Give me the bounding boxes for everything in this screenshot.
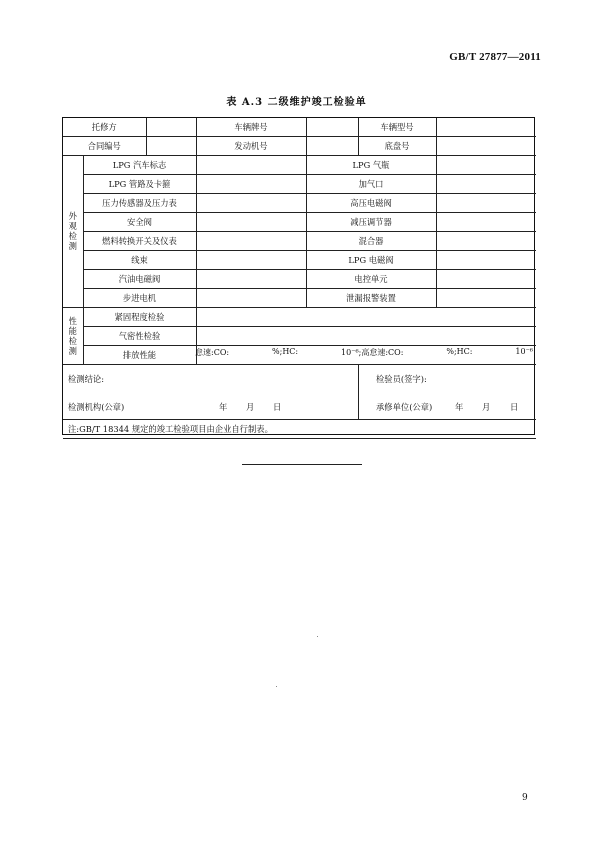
check-item: 泄漏报警装置 xyxy=(306,288,436,307)
field-chassis[interactable] xyxy=(436,136,536,155)
check-item: 压力传感器及压力表 xyxy=(83,193,196,212)
table-row xyxy=(63,174,536,193)
emission-high-idle-hc: %;HC: xyxy=(446,347,473,356)
check-result[interactable] xyxy=(196,269,306,288)
check-item: 高压电磁阀 xyxy=(306,193,436,212)
end-rule xyxy=(242,464,362,465)
repairer-year: 年 xyxy=(455,402,464,412)
check-item: 线束 xyxy=(83,250,196,269)
inspection-form xyxy=(62,117,535,435)
perf-result[interactable] xyxy=(196,326,536,345)
check-result[interactable] xyxy=(196,174,306,193)
check-result[interactable] xyxy=(436,269,536,288)
repairer-label: 承修单位(公章) xyxy=(376,402,433,412)
check-result[interactable] xyxy=(196,231,306,250)
table-title: 表 A.3 二级维护竣工检验单 xyxy=(226,97,367,108)
table-row xyxy=(63,231,536,250)
label-model: 车辆型号 xyxy=(358,118,436,136)
perf-item: 紧固程度检验 xyxy=(83,307,196,326)
check-item: LPG 电磁阀 xyxy=(306,250,436,269)
check-result[interactable] xyxy=(196,155,306,174)
check-item: LPG 气瓶 xyxy=(306,155,436,174)
emission-unit: 10⁻⁶ xyxy=(515,347,533,356)
agency-year: 年 xyxy=(219,402,228,412)
table-row xyxy=(63,250,536,269)
check-item: 步进电机 xyxy=(83,288,196,307)
emission-high-idle-co: 10⁻⁶;高怠速:CO: xyxy=(341,348,404,357)
table-row xyxy=(63,364,536,419)
check-item: 汽油电磁阀 xyxy=(83,269,196,288)
check-item: LPG 汽车标志 xyxy=(83,155,196,174)
table-row xyxy=(63,212,536,231)
emission-values xyxy=(195,347,533,358)
label-plate: 车辆牌号 xyxy=(196,118,306,136)
check-result[interactable] xyxy=(436,231,536,250)
check-item: 燃料转换开关及仪表 xyxy=(83,231,196,250)
conclusion-label: 检测结论: xyxy=(68,374,104,384)
check-item: 减压调节器 xyxy=(306,212,436,231)
check-item: 混合器 xyxy=(306,231,436,250)
form-table xyxy=(63,118,536,439)
table-note: 注:GB/T 18344 规定的竣工检验项目由企业自行制表。 xyxy=(68,424,273,434)
check-result[interactable] xyxy=(196,193,306,212)
agency-label: 检测机构(公章) xyxy=(68,402,125,412)
emission-idle-co: 怠速:CO: xyxy=(195,348,230,357)
table-row xyxy=(63,136,536,155)
field-plate[interactable] xyxy=(306,118,358,136)
field-engine[interactable] xyxy=(306,136,358,155)
check-result[interactable] xyxy=(436,250,536,269)
label-engine: 发动机号 xyxy=(196,136,306,155)
field-contract[interactable] xyxy=(146,136,196,155)
check-result[interactable] xyxy=(196,250,306,269)
check-result[interactable] xyxy=(436,193,536,212)
table-row xyxy=(63,118,536,136)
field-client[interactable] xyxy=(146,118,196,136)
check-item: 加气口 xyxy=(306,174,436,193)
label-contract: 合同编号 xyxy=(63,136,146,155)
label-client: 托修方 xyxy=(63,118,146,136)
field-model[interactable] xyxy=(436,118,536,136)
check-result[interactable] xyxy=(436,288,536,307)
section-performance: 性 能 检 测 xyxy=(63,307,83,364)
repairer-month: 月 xyxy=(482,402,491,412)
section-appearance: 外 观 检 测 xyxy=(63,155,83,307)
perf-item: 排放性能 xyxy=(83,345,196,364)
scan-speck xyxy=(276,686,277,687)
agency-day: 日 xyxy=(273,402,282,412)
check-result[interactable] xyxy=(196,212,306,231)
check-result[interactable] xyxy=(196,288,306,307)
table-row xyxy=(63,288,536,307)
check-result[interactable] xyxy=(436,212,536,231)
table-row xyxy=(63,307,536,326)
table-row xyxy=(63,155,536,174)
check-item: LPG 管路及卡箍 xyxy=(83,174,196,193)
scan-speck xyxy=(317,636,318,637)
check-item: 电控单元 xyxy=(306,269,436,288)
table-row xyxy=(63,193,536,212)
perf-result[interactable] xyxy=(196,307,536,326)
check-result[interactable] xyxy=(436,155,536,174)
label-chassis: 底盘号 xyxy=(358,136,436,155)
check-item: 安全阀 xyxy=(83,212,196,231)
inspector-label: 检验员(签字): xyxy=(376,374,427,384)
repairer-day: 日 xyxy=(510,402,519,412)
check-result[interactable] xyxy=(436,174,536,193)
agency-month: 月 xyxy=(246,402,255,412)
standard-code: GB/T 27877—2011 xyxy=(449,51,541,63)
page-number: 9 xyxy=(522,793,528,803)
table-row xyxy=(63,269,536,288)
emission-idle-hc: %;HC: xyxy=(272,347,299,356)
perf-item: 气密性检验 xyxy=(83,326,196,345)
table-row xyxy=(63,326,536,345)
